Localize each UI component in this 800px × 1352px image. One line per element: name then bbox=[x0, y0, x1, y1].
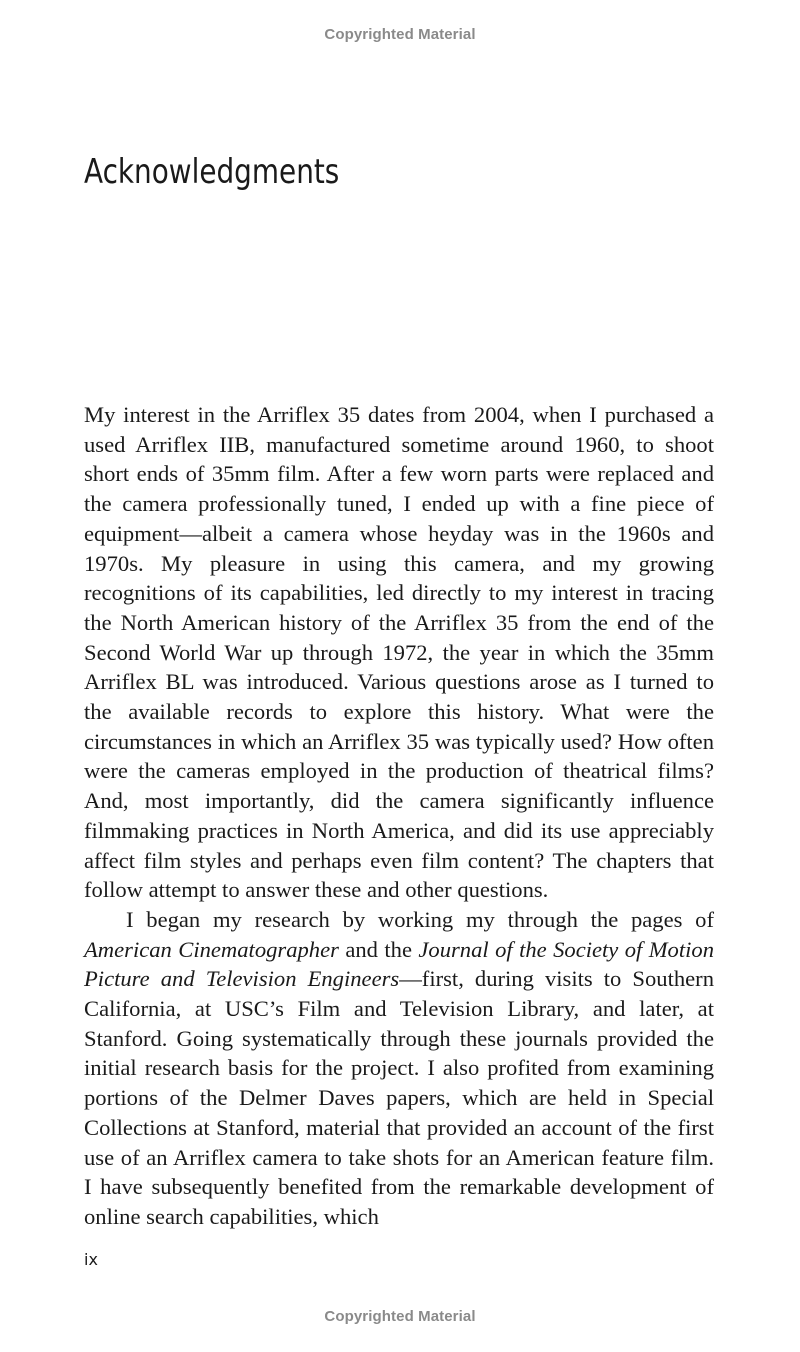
page-number: ix bbox=[84, 1250, 98, 1269]
body-text bbox=[84, 400, 714, 1232]
journal-title-american-cinematographer: American Cinematographer bbox=[84, 936, 339, 962]
paragraph-1: My interest in the Arriflex 35 dates from 2004, when I purchased a used Arriflex IIB, manufactured sometime around 1960, to shoot short ends of 35mm film. After a few worn parts were replaced and the camera professionally tuned, I ended up with a fine piece of equipment—albeit a camera whose heyday was in the 1960s and 1970s. My pleasure in using this camera, and my growing recognitions of its capabilities, led directly to my interest in tracing the North American history of the Arriflex 35 from the end of the Second World War up through 1972, the year in which the 35mm Arriflex BL was introduced. Various questions arose as I turned to the available records to explore this history. What were the circumstances in which an Arriflex 35 was typically used? How often were the cameras employed in the production of theatrical films? And, most importantly, did the camera significantly influence filmmaking practices in North America, and did its use appreciably affect film styles and perhaps even film content? The chapters that follow attempt to answer these and other questions. bbox=[84, 402, 714, 903]
copyright-watermark-top: Copyrighted Material bbox=[324, 26, 476, 43]
paragraph-2-rest: —first, during visits to Southern California, at USC’s Film and Television Library, and later, at Stanford. Going systematically through these journals provided the initial research basis for the project. I also profited from examining portions of the Delmer Daves papers, which are held in Special Collections at Stanford, material that provided an account of the first use of an Arriflex camera to take shots for an American feature film. I have subsequently benefited from the remarkable development of online search capabilities, which bbox=[84, 966, 715, 1229]
paragraph-2 bbox=[84, 905, 714, 1232]
copyright-watermark-bottom: Copyrighted Material bbox=[324, 1308, 476, 1325]
paragraph-2-conjunction: and the bbox=[338, 936, 419, 962]
paragraph-2-lead: I began my research by working my through the pages of bbox=[126, 906, 714, 932]
journal-title-smpte: Journal of the Society of Motion Picture and Television Engineers bbox=[84, 936, 714, 992]
chapter-title: Acknowledgments bbox=[84, 152, 340, 192]
